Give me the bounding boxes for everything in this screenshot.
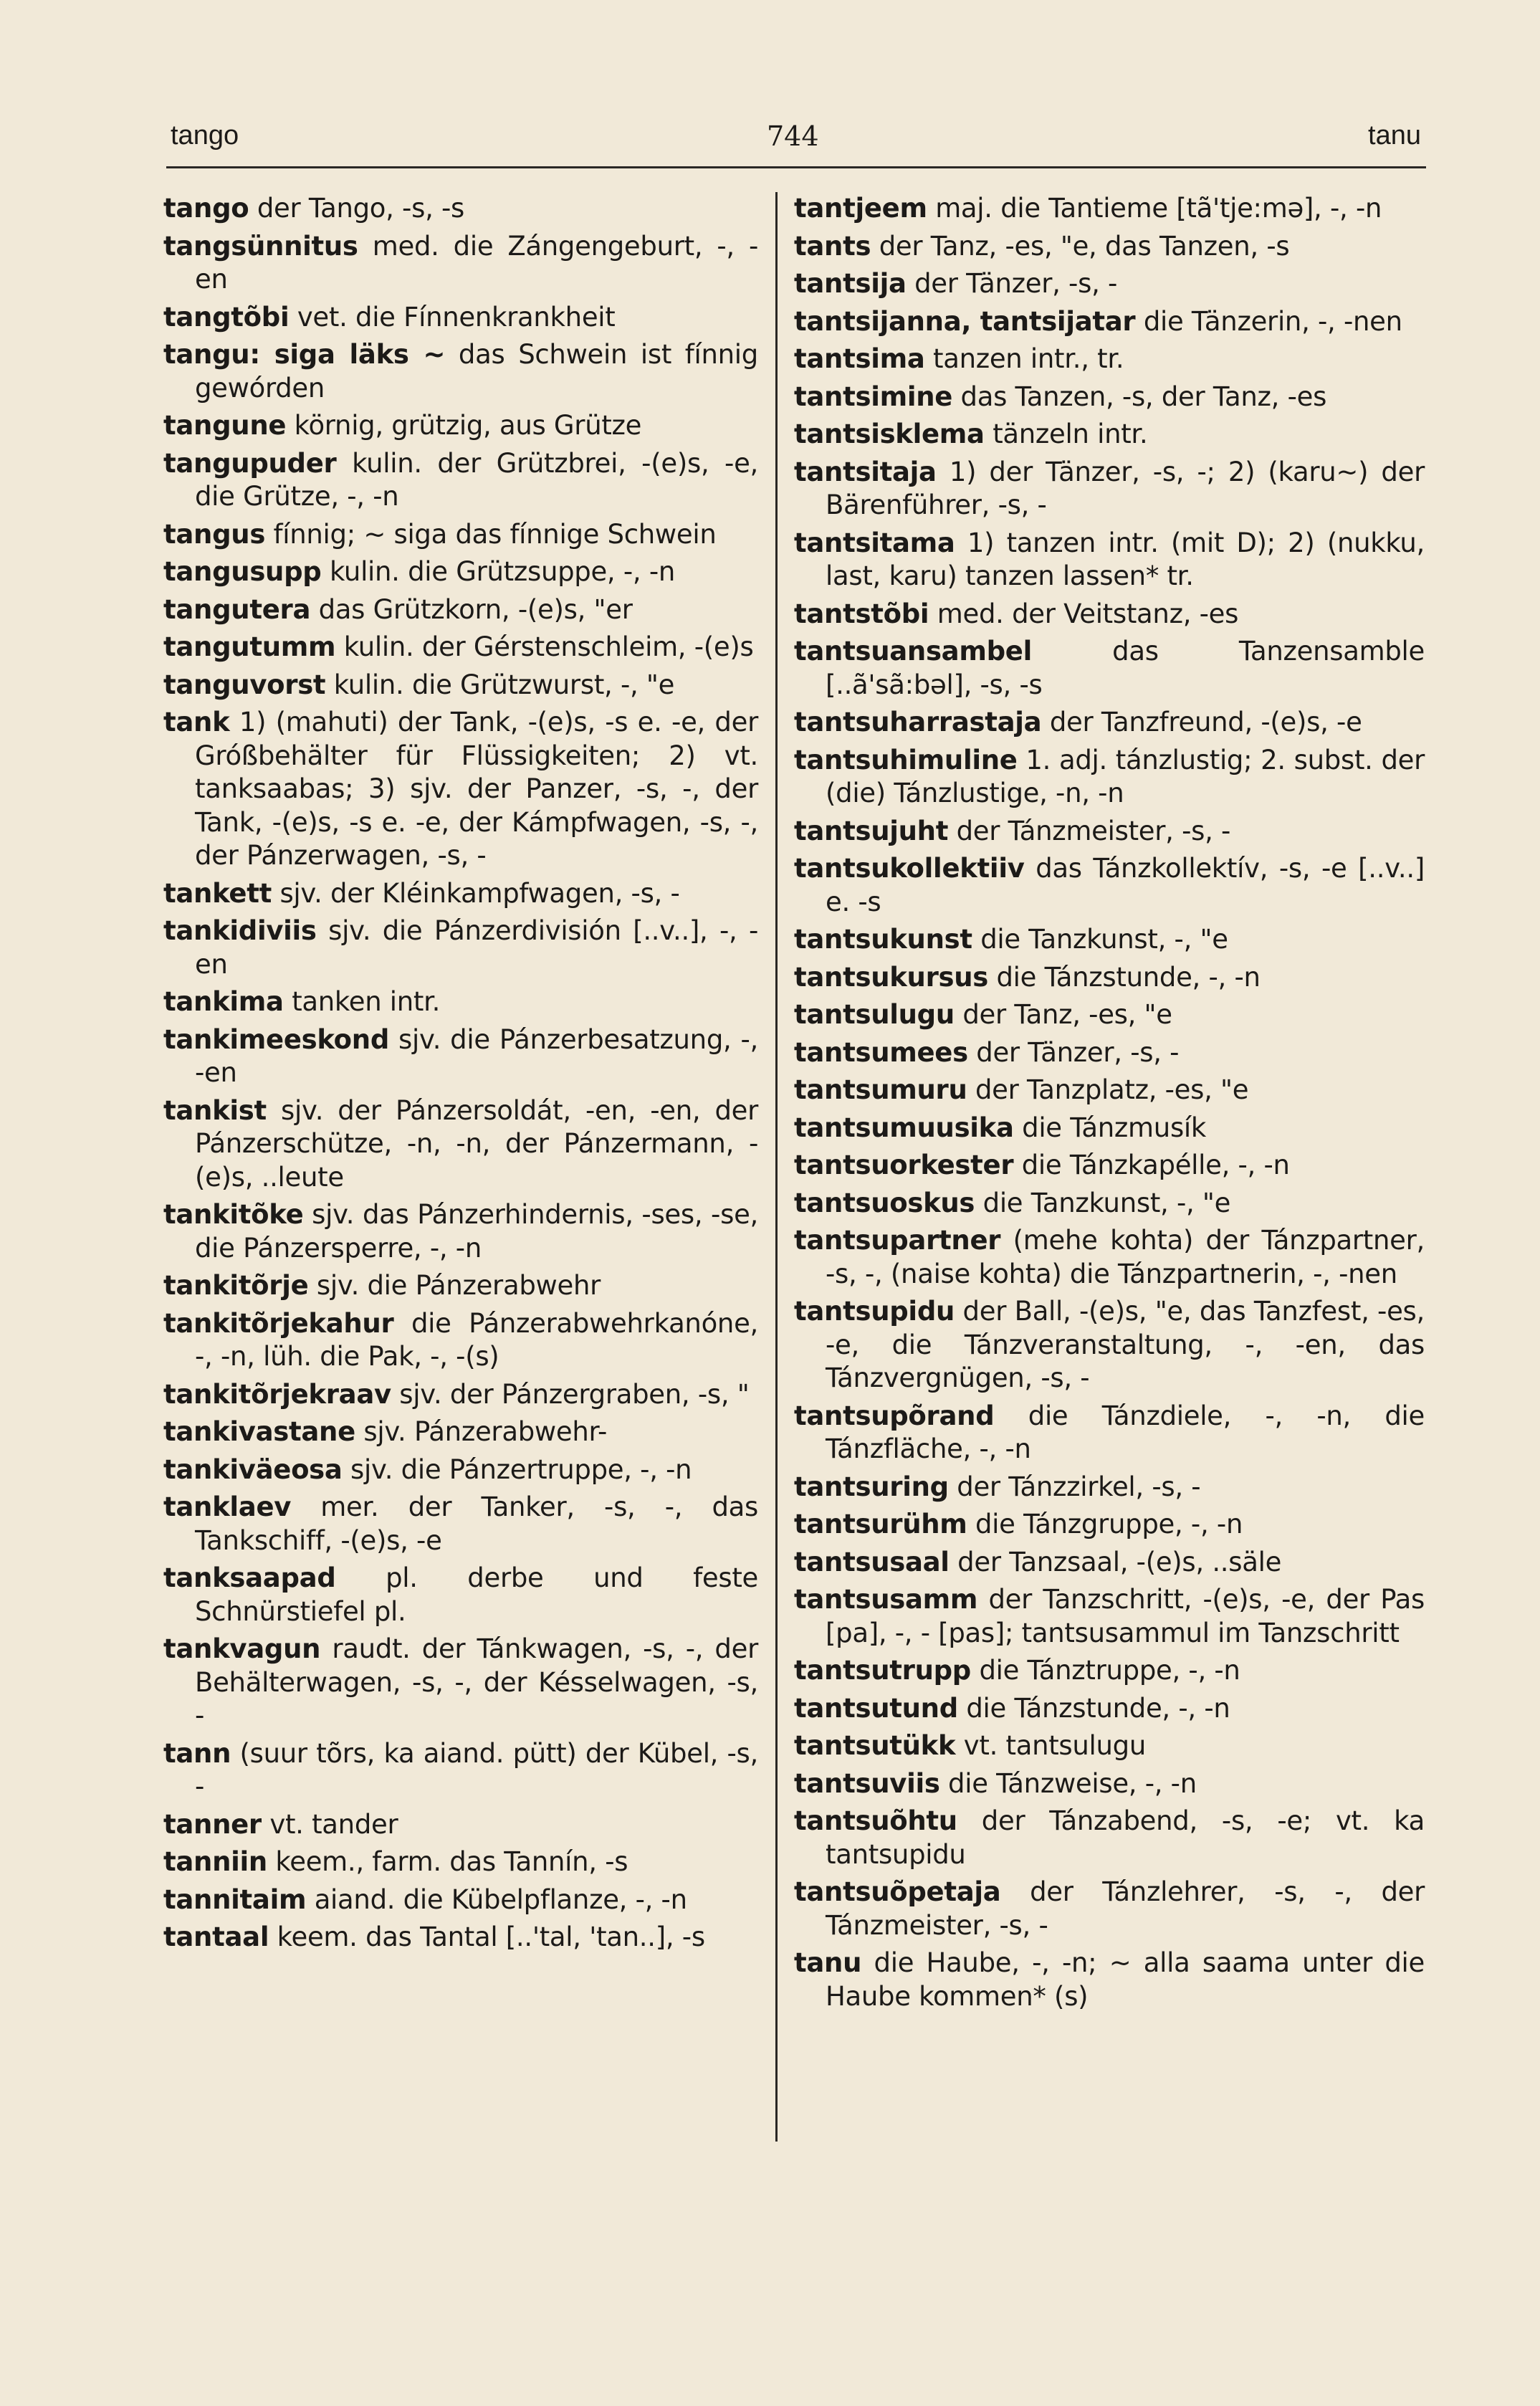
entry-headword: tangus xyxy=(163,518,266,550)
dictionary-entry xyxy=(163,447,758,514)
entry-headword: tann xyxy=(163,1737,231,1769)
entry-definition: med. der Veitstanz, -es xyxy=(937,598,1239,629)
entry-definition: 1. adj. tánzlustig; 2. subst. der (die) Tánzlustige, -n, -n xyxy=(826,744,1425,808)
dictionary-entry xyxy=(794,527,1425,593)
dictionary-entry xyxy=(794,961,1425,995)
entry-definition: (mehe kohta) der Tánzpartner, -s, -, (naise kohta) die Tánzpartnerin, -, -nen xyxy=(826,1225,1425,1289)
entry-definition: das Schwein ist fínnig gewórden xyxy=(195,339,758,404)
dictionary-entry xyxy=(794,815,1425,849)
entry-definition: 1) (mahuti) der Tank, -(e)s, -s e. -e, der Gróßbehälter für Flüssigkeiten; 2) vt. tanksaabas; 3) sjv. der Panzer, -s, -, der Tank, -(e)s, -s e. -e, der Kámpfwagen, -s, -, der Pánzerwagen, -s, - xyxy=(195,707,758,871)
dictionary-entry xyxy=(163,877,758,911)
entry-definition: der Ball, -(e)s, "e, das Tanzfest, -es, -e, die Tánzveranstaltung, -, -en, das Tánzvergnügen, -s, - xyxy=(826,1296,1425,1393)
entry-headword: tankitõrje xyxy=(163,1270,309,1301)
dictionary-entry xyxy=(163,1023,758,1090)
entry-headword: tangupuder xyxy=(163,447,337,479)
entry-definition: sjv. der Kléinkampfwagen, -s, - xyxy=(279,877,680,909)
entry-headword: tantsujuht xyxy=(794,815,949,846)
entry-headword: tangusupp xyxy=(163,556,322,587)
dictionary-entry xyxy=(794,1583,1425,1650)
entry-definition: (suur tõrs, ka aiand. pütt) der Kübel, -s, - xyxy=(195,1737,758,1802)
dictionary-entry xyxy=(163,631,758,664)
entry-definition: der Tánzlehrer, -s, -, der Tánzmeister, -s, - xyxy=(826,1876,1425,1941)
dictionary-entry xyxy=(794,381,1425,414)
entry-headword: tankitõke xyxy=(163,1199,304,1230)
dictionary-entry xyxy=(794,1692,1425,1726)
entry-headword: tantsulugu xyxy=(794,999,955,1030)
entry-headword: tankist xyxy=(163,1094,267,1126)
entry-definition: die Tanzkunst, -, "e xyxy=(982,1187,1231,1218)
entry-headword: tantsusaal xyxy=(794,1546,950,1577)
dictionary-entry xyxy=(794,1471,1425,1504)
dictionary-entry xyxy=(163,1737,758,1804)
right-column xyxy=(794,192,1425,2018)
entry-definition: 1) tanzen intr. (mit D); 2) (nukku, last, karu) tanzen lassen* tr. xyxy=(826,527,1425,591)
entry-headword: tanu xyxy=(794,1947,862,1978)
dictionary-entry xyxy=(794,1295,1425,1395)
entry-definition: der Tánzabend, -s, -e; vt. ka tantsupidu xyxy=(826,1805,1425,1870)
dictionary-entry xyxy=(794,343,1425,376)
entry-headword: tantsitaja xyxy=(794,456,937,487)
entry-definition: die Tänzerin, -, -nen xyxy=(1143,305,1402,337)
entry-headword: tantsuõpetaja xyxy=(794,1876,1001,1907)
entry-definition: die Tánztruppe, -, -n xyxy=(979,1655,1240,1686)
entry-headword: tantsumees xyxy=(794,1036,968,1068)
dictionary-entry xyxy=(794,744,1425,811)
entry-headword: tank xyxy=(163,707,230,737)
entry-definition: 1) der Tänzer, -s, -; 2) (karu~) der Bärenführer, -s, - xyxy=(826,456,1425,520)
entry-definition: med. die Zángengeburt, -, -en xyxy=(195,230,758,295)
entry-headword: tanner xyxy=(163,1808,262,1840)
entry-headword: tantsimine xyxy=(794,381,953,412)
entry-headword: tantsutund xyxy=(794,1692,958,1724)
entry-headword: tantsijanna, tantsijatar xyxy=(794,305,1136,337)
entry-definition: kulin. der Gérstenschleim, -(e)s xyxy=(343,631,754,662)
entry-definition: sjv. Pánzerabwehr- xyxy=(363,1416,608,1447)
dictionary-entry xyxy=(794,1224,1425,1291)
entry-headword: tankett xyxy=(163,877,272,909)
entry-definition: tänzeln intr. xyxy=(993,419,1148,449)
dictionary-entry xyxy=(163,1633,758,1733)
entry-headword: tangune xyxy=(163,410,287,441)
entry-headword: tanksaapad xyxy=(163,1562,336,1593)
dictionary-entry xyxy=(163,1416,758,1449)
page-number: 744 xyxy=(767,120,819,152)
entry-headword: tankimeeskond xyxy=(163,1023,390,1055)
dictionary-entry xyxy=(163,1198,758,1265)
entry-definition: der Tänzer, -s, - xyxy=(976,1036,1180,1068)
dictionary-entry xyxy=(794,418,1425,452)
dictionary-entry xyxy=(163,230,758,297)
entry-headword: tantsija xyxy=(794,268,907,299)
entry-headword: tantsutükk xyxy=(794,1730,956,1761)
entry-definition: der Tango, -s, -s xyxy=(257,193,465,224)
dictionary-entry xyxy=(163,192,758,226)
entry-definition: der Tanz, -es, "e xyxy=(962,999,1172,1030)
dictionary-entry xyxy=(794,1876,1425,1942)
entry-definition: raudt. der Tánkwagen, -s, -, der Behälterwagen, -s, -, der Késselwagen, -s, - xyxy=(195,1633,758,1731)
entry-headword: tantsukollektiiv xyxy=(794,853,1025,884)
entry-headword: tantsumuusika xyxy=(794,1112,1014,1143)
entry-headword: tanniin xyxy=(163,1846,267,1877)
entry-definition: die Tánzdiele, -, -n, die Tánzfläche, -, -n xyxy=(826,1400,1425,1464)
entry-headword: tankiväeosa xyxy=(163,1453,343,1485)
entry-definition: die Tánzgruppe, -, -n xyxy=(975,1509,1243,1539)
dictionary-entry xyxy=(163,1491,758,1557)
dictionary-entry xyxy=(163,985,758,1019)
dictionary-entry xyxy=(794,1947,1425,2013)
dictionary-entry xyxy=(794,1036,1425,1070)
dictionary-entry xyxy=(794,852,1425,919)
entry-headword: tantsupõrand xyxy=(794,1400,995,1431)
entry-headword: tangutera xyxy=(163,593,311,625)
entry-headword: tannitaim xyxy=(163,1884,307,1915)
dictionary-entry xyxy=(794,1112,1425,1145)
entry-definition: sjv. die Pánzerbesatzung, -, -en xyxy=(195,1023,758,1088)
entry-headword: tantsuharrastaja xyxy=(794,707,1042,737)
entry-definition: sjv. die Pánzertruppe, -, -n xyxy=(350,1453,692,1485)
dictionary-entry xyxy=(794,1187,1425,1221)
dictionary-entry xyxy=(163,1094,758,1195)
entry-headword: tango xyxy=(163,193,249,224)
entry-definition: der Tánzmeister, -s, - xyxy=(956,815,1231,846)
entry-headword: tantsupidu xyxy=(794,1296,955,1327)
entry-headword: tantsurühm xyxy=(794,1509,967,1539)
dictionary-entry xyxy=(794,706,1425,740)
dictionary-entry xyxy=(794,456,1425,522)
entry-definition: der Tänzer, -s, - xyxy=(914,268,1118,299)
dictionary-entry xyxy=(163,706,758,873)
entry-headword: tankvagun xyxy=(163,1633,321,1664)
dictionary-entry xyxy=(163,1808,758,1842)
entry-headword: tantsukunst xyxy=(794,924,972,955)
entry-headword: tangu: siga läks ~ xyxy=(163,339,446,370)
dictionary-entry xyxy=(163,555,758,589)
dictionary-entry xyxy=(163,1846,758,1879)
entry-headword: tantaal xyxy=(163,1922,269,1952)
entry-headword: tantsuõhtu xyxy=(794,1805,957,1836)
dictionary-entry xyxy=(163,338,758,405)
entry-definition: die Tánzstunde, -, -n xyxy=(966,1692,1230,1724)
entry-definition: das Grützkorn, -(e)s, "er xyxy=(318,593,633,625)
entry-definition: tanzen intr., tr. xyxy=(932,343,1124,374)
entry-definition: pl. derbe und feste Schnürstiefel pl. xyxy=(195,1562,758,1627)
entry-definition: kulin. die Grützsuppe, -, -n xyxy=(329,556,676,587)
entry-headword: tantsuansambel xyxy=(794,636,1032,667)
entry-definition: sjv. die Pánzerdivisión [..v..], -, -en xyxy=(195,915,758,980)
entry-headword: tantsuorkester xyxy=(794,1150,1014,1180)
entry-headword: tantsuoskus xyxy=(794,1187,975,1218)
entry-headword: tankidiviis xyxy=(163,915,317,946)
entry-headword: tankitõrjekahur xyxy=(163,1307,394,1339)
dictionary-entry xyxy=(163,593,758,627)
entry-headword: tants xyxy=(794,230,871,262)
dictionary-entry xyxy=(163,1921,758,1954)
left-column xyxy=(163,192,758,1959)
entry-definition: kulin. die Grützwurst, -, "e xyxy=(333,669,675,700)
entry-definition: der Tánzzirkel, -s, - xyxy=(957,1471,1201,1502)
entry-headword: tantsuring xyxy=(794,1471,949,1502)
entry-definition: fínnig; ~ siga das fínnige Schwein xyxy=(273,518,717,550)
entry-definition: kulin. der Grützbrei, -(e)s, -e, die Grütze, -, -n xyxy=(195,447,758,512)
entry-headword: tantstõbi xyxy=(794,598,929,629)
entry-definition: sjv. das Pánzerhindernis, -ses, -se, die Pánzersperre, -, -n xyxy=(195,1199,758,1264)
entry-headword: tantsitama xyxy=(794,527,955,558)
entry-headword: tantsima xyxy=(794,343,925,374)
entry-headword: tantjeem xyxy=(794,193,927,224)
entry-definition: körnig, grützig, aus Grütze xyxy=(294,410,642,441)
dictionary-entry xyxy=(163,1307,758,1374)
entry-headword: tangsünnitus xyxy=(163,230,358,262)
entry-headword: tangutumm xyxy=(163,631,336,662)
entry-definition: maj. die Tantieme [tã'tje:mə], -, -n xyxy=(935,193,1382,224)
entry-definition: der Tanzschritt, -(e)s, -e, der Pas [pa], -, - [pas]; tantsusammul im Tanzschritt xyxy=(826,1584,1425,1648)
header-right-guide-word: tanu xyxy=(1368,120,1421,151)
entry-definition: keem., farm. das Tannín, -s xyxy=(275,1846,628,1877)
entry-headword: tankima xyxy=(163,986,284,1017)
dictionary-entry xyxy=(794,1074,1425,1107)
entry-definition: der Tanz, -es, "e, das Tanzen, -s xyxy=(879,230,1290,262)
dictionary-entry xyxy=(794,1149,1425,1183)
dictionary-entry xyxy=(163,1269,758,1303)
dictionary-entry xyxy=(163,301,758,335)
dictionary-entry xyxy=(794,1654,1425,1688)
dictionary-entry xyxy=(163,1884,758,1917)
dictionary-entry xyxy=(794,635,1425,702)
entry-definition: der Tanzplatz, -es, "e xyxy=(975,1074,1249,1105)
entry-headword: tantsusamm xyxy=(794,1584,978,1615)
entry-definition: keem. das Tantal [..'tal, 'tan..], -s xyxy=(277,1922,705,1952)
entry-definition: vt. tander xyxy=(269,1808,398,1840)
entry-definition: aiand. die Kübelpflanze, -, -n xyxy=(314,1884,687,1915)
entry-headword: tanguvorst xyxy=(163,669,326,700)
dictionary-entry xyxy=(163,409,758,443)
header-left-guide-word: tango xyxy=(171,120,239,151)
entry-definition: die Tánzkapélle, -, -n xyxy=(1021,1150,1290,1180)
dictionary-entry xyxy=(163,669,758,702)
entry-definition: tanken intr. xyxy=(292,986,441,1017)
entry-headword: tanklaev xyxy=(163,1491,292,1522)
dictionary-entry xyxy=(163,915,758,981)
entry-definition: sjv. der Pánzergraben, -s, " xyxy=(399,1378,750,1410)
entry-definition: die Pánzerabwehrkanóne, -, -n, lüh. die Pak, -, -(s) xyxy=(195,1307,758,1372)
entry-definition: das Tánzkollektív, -s, -e [..v..] e. -s xyxy=(826,853,1425,917)
entry-definition: sjv. der Pánzersoldát, -en, -en, der Pánzerschütze, -n, -n, der Pánzermann, -(e)s, ..leute xyxy=(195,1094,759,1193)
dictionary-entry xyxy=(163,1562,758,1628)
dictionary-entry xyxy=(163,1378,758,1412)
dictionary-entry xyxy=(794,1546,1425,1580)
entry-definition: der Tanzsaal, -(e)s, ..säle xyxy=(957,1546,1282,1577)
entry-definition: vt. tantsulugu xyxy=(963,1730,1147,1761)
column-divider xyxy=(775,192,778,2142)
entry-definition: das Tanzensamble [..ã'sã:bəl], -s, -s xyxy=(826,636,1425,700)
entry-headword: tantsutrupp xyxy=(794,1655,971,1686)
entry-headword: tantsupartner xyxy=(794,1225,1001,1256)
entry-definition: der Tanzfreund, -(e)s, -e xyxy=(1049,707,1362,737)
entry-headword: tantsukursus xyxy=(794,961,989,993)
entry-definition: das Tanzen, -s, der Tanz, -es xyxy=(960,381,1327,412)
dictionary-entry xyxy=(794,1805,1425,1871)
dictionary-entry xyxy=(794,998,1425,1032)
entry-definition: die Tánzstunde, -, -n xyxy=(996,961,1261,993)
page-header xyxy=(171,115,1421,165)
entry-definition: die Haube, -, -n; ~ alla saama unter die Haube kommen* (s) xyxy=(826,1947,1425,2012)
entry-headword: tangtõbi xyxy=(163,301,290,333)
header-rule xyxy=(166,166,1426,168)
entry-headword: tankivastane xyxy=(163,1416,355,1447)
dictionary-entry xyxy=(794,1400,1425,1466)
dictionary-entry xyxy=(794,1729,1425,1763)
entry-headword: tantsuviis xyxy=(794,1767,940,1799)
dictionary-entry xyxy=(794,305,1425,339)
entry-headword: tantsumuru xyxy=(794,1074,967,1105)
dictionary-entry xyxy=(794,923,1425,957)
dictionary-entry xyxy=(794,192,1425,226)
dictionary-entry xyxy=(794,1767,1425,1801)
dictionary-entry xyxy=(794,1508,1425,1542)
entry-definition: die Tánzweise, -, -n xyxy=(948,1767,1197,1799)
dictionary-entry xyxy=(794,598,1425,631)
entry-definition: mer. der Tanker, -s, -, das Tankschiff, -(e)s, -e xyxy=(195,1491,758,1556)
entry-definition: vet. die Fínnenkrankheit xyxy=(297,301,616,333)
dictionary-entry xyxy=(163,1453,758,1487)
entry-definition: die Tánzmusík xyxy=(1022,1112,1207,1143)
dictionary-entry xyxy=(794,267,1425,301)
entry-headword: tankitõrjekraav xyxy=(163,1378,391,1410)
dictionary-entry xyxy=(794,230,1425,264)
entry-headword: tantsisklema xyxy=(794,419,985,449)
entry-headword: tantsuhimuline xyxy=(794,744,1018,775)
entry-definition: die Tanzkunst, -, "e xyxy=(980,924,1228,955)
dictionary-entry xyxy=(163,518,758,552)
entry-definition: sjv. die Pánzerabwehr xyxy=(316,1270,601,1301)
